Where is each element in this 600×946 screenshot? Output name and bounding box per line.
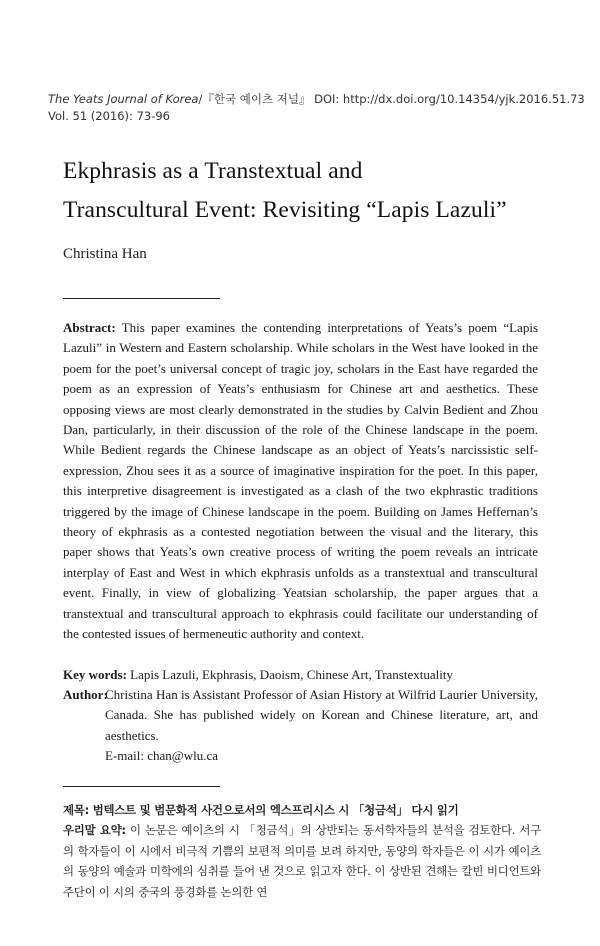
journal-citation [48, 91, 585, 108]
korean-abstract [63, 820, 541, 902]
korean-summary [63, 800, 541, 902]
volume-info: Vol. 51 (2016): 73-96 [48, 109, 170, 123]
author-name: Christina Han [63, 246, 147, 262]
author-info [63, 685, 538, 767]
keywords-text: Lapis Lazuli, Ekphrasis, Daoism, Chinese Art, Transtextuality [126, 667, 453, 682]
divider-top [63, 298, 220, 299]
journal-korean-name: /『한국 예이츠 저널』 [198, 92, 311, 106]
korean-title: 제목: 범텍스트 및 범문화적 사건으로서의 엑스프리시스 시 「청금석」 다시 읽기 [63, 803, 459, 817]
abstract-text: This paper examines the contending interpretations of Yeats’s poem “Lapis Lazuli” in Western and Eastern scholarship. While scholars in the West have looked in the poem for the poet’s universal concept of tragic joy, scholars in the East have regarded the poem as an expression of Yeats’s enthusiasm for Chinese art and aesthetics. These opposing views are most clearly demonstrated in the studies by Calvin Bedient and Zhou Dan, particularly, in their discussion of the role of the Chinese landscape in the poem. While Bedient regards the Chinese landscape as an object of Yeats’s narcissistic self-expression, Zhou sees it as a source of imaginative inspiration for the poet. In this paper, this interpretive disagreement is investigated as a clash of the two ekphrastic traditions triggered by the image of Chinese landscape in the poem. Building on James Heffernan’s theory of ekphrasis as a contested negotiation between the visual and the literary, this paper shows that Yeats’s own creative process of writing the poem reveals an intricate interplay of East and West in which ekphrasis unfolds as a transtextual and transcultural event. Finally, in view of globalizing Yeatsian scholarship, the paper argues that a transtextual and transcultural approach to ekphrasis could facilitate our understanding of the contested issues of hermeneutic authority and context. [63, 320, 538, 642]
korean-summary-label: 우리말 요약: [63, 823, 126, 838]
divider-bottom [63, 786, 220, 787]
abstract-label: Abstract: [63, 320, 116, 335]
journal-header [48, 91, 585, 125]
keywords-label: Key words: [63, 667, 127, 682]
doi-link[interactable]: DOI: http://dx.doi.org/10.14354/yjk.2016.51.73 [310, 92, 585, 106]
article-title [63, 152, 573, 230]
author-bio: Christina Han is Assistant Professor of Asian History at Wilfrid Laurier University, Canada. She has published widely on Korean and Chinese literature, art, and aesthetics. [105, 687, 538, 743]
author-email[interactable]: E-mail: chan@wlu.ca [105, 748, 219, 764]
title-line-1: Ekphrasis as a Transtextual and [63, 158, 363, 184]
keywords [63, 665, 538, 685]
abstract [63, 318, 538, 645]
title-line-2: Transcultural Event: Revisiting “Lapis Lazuli” [63, 197, 507, 223]
author-label: Author: [63, 687, 108, 702]
korean-summary-text: 이 논문은 예이츠의 시 「청금석」의 상반되는 동서학자들의 분석을 검토한다. 서구의 학자들이 이 시에서 비극적 기쁨의 보편적 의미를 보려 하지만, 동양의 학자들은 이 시가 예이츠의 동양의 예술과 미학에의 심취를 들어 낸 것으로 읽고자 한다. 이 상반된 견해는 칼빈 비디언트와 주단이 이 시의 중국의 풍경화를 논의한 연 [63, 823, 541, 899]
journal-name: The Yeats Journal of Korea [48, 92, 199, 106]
